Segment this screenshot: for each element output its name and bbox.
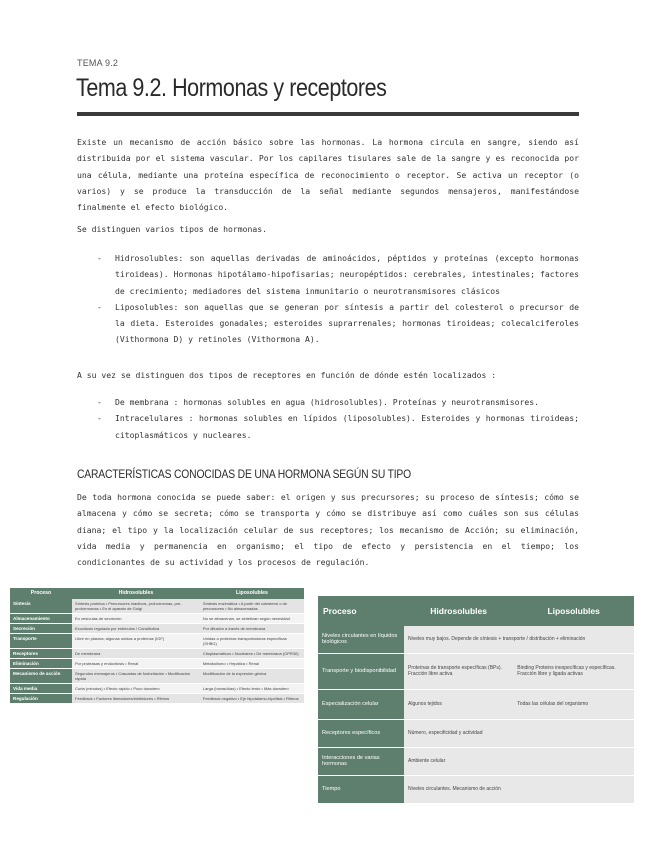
process-table-1 (10, 588, 304, 704)
row-header: Regulación (10, 694, 72, 704)
table-cell: Todas las células del organismo (513, 689, 634, 719)
table-row (318, 653, 634, 689)
row-header: Síntesis (10, 599, 72, 614)
row-header: Receptores (10, 649, 72, 659)
table-cell: De membrana (72, 649, 200, 659)
table-cell: Niveles circulantes. Mecanismo de acción (404, 775, 634, 803)
hormone-types-intro: Se distinguen varios tipos de hormonas. (77, 224, 268, 234)
table-row (318, 747, 634, 775)
table-header: Hidrosolubles (72, 588, 200, 599)
table-header: Proceso (10, 588, 72, 599)
intro-paragraph: Existe un mecanismo de acción básico sobre las hormonas. La hormona circula en sangre, siendo así distribuida por el sistema vascular. Por los capilares tisulares sale de la sangre y es reconocida por una célula, mediante una proteína específica de reconocimiento o receptor. Se activa un receptor (o varios) y se produce la transducción de la señal mediante segundos mensajeros, manifestándose finalmente el efecto biológico. (77, 137, 579, 213)
table-row (10, 694, 304, 704)
row-header: Almacenamiento (10, 614, 72, 624)
table-cell: Corta (minutos) • Efecto rápido • Poco duradero (72, 684, 200, 694)
table-cell: Larga (horas/días) • Efecto lento • Más duradero (200, 684, 304, 694)
table-cell: Número, especificidad y actividad (404, 719, 634, 747)
table-cell: Ambiente celular (404, 747, 634, 775)
table-row (318, 775, 634, 803)
list-item: - Liposolubles: son aquellas que se generan por síntesis a partir del colesterol o precursor de la dieta. Esteroides gonadales; esteroides suprarrenales; hormonas tiroideas; colecalciferoles (Vithormona D) y retinoles (Vithormona A). (77, 299, 579, 348)
hormone-types-list (77, 250, 579, 348)
table-cell: Síntesis proteica • Precursores inactivos, prohormonas, pre-prohormonas • En el aparato de Golgi (72, 599, 200, 614)
table-row (10, 649, 304, 659)
table-cell: Por difusión a través de membrana (200, 624, 304, 634)
table-cell: No se almacenan, se sintetizan según necesidad (200, 614, 304, 624)
table-row (10, 659, 304, 669)
table-row (10, 669, 304, 684)
row-header: Secreción (10, 624, 72, 634)
table-row (318, 689, 634, 719)
title-divider (77, 112, 579, 116)
list-item: - Intracelulares : hormonas solubles en lípidos (liposolubles). Esteroides y hormonas tiroideas; citoplasmáticos y nucleares. (77, 410, 579, 443)
table-row (10, 599, 304, 614)
section-paragraph: De toda hormona conocida se puede saber: el origen y sus precursores; su proceso de síntesis; cómo se almacena y cómo se secreta; cómo se transporta y cómo se distribuye así como cuáles son sus células diana; el tipo y la localización celular de sus receptores; los mecanismo de Acción; su eliminación, vida media y permanencia en organismo; el tipo de efecto y persistencia en el tiempo; los condicionantes de su actividad y los procesos de regulación. (77, 492, 579, 568)
table-cell: Feedback negativo • Eje hipotálamo-hipófisis • Ritmos (200, 694, 304, 704)
table-row (318, 626, 634, 653)
table-row (10, 684, 304, 694)
row-header: Transporte (10, 634, 72, 649)
row-header: Especialización celular (318, 689, 404, 719)
table-cell: Libre en plasma; algunas unidas a proteínas (IGF) (72, 634, 200, 649)
receptor-types-intro: A su vez se distinguen dos tipos de receptores en función de dónde estén localizados : (77, 370, 497, 380)
table-cell: Feedback • Factores liberadores/inhibidores • Ritmos (72, 694, 200, 704)
table-cell: Binding Proteins inespecíficas y específicas. Fracción libre y ligada activas (513, 653, 634, 689)
table-header: Hidrosolubles (404, 596, 513, 626)
table-cell: Síntesis enzimática • A partir del colesterol o de precursores • No almacenadas (200, 599, 304, 614)
table-cell: Niveles muy bajos. Depende de síntesis + transporte / distribución + eliminación (404, 626, 634, 653)
row-header: Mecanismo de acción (10, 669, 72, 684)
row-header: Eliminación (10, 659, 72, 669)
section-label: TEMA 9.2 (77, 58, 119, 68)
table-row (10, 634, 304, 649)
table-cell: En vesículas de secreción (72, 614, 200, 624)
row-header: Vida media (10, 684, 72, 694)
table-header: Proceso (318, 596, 404, 626)
table-cell: Exocitosis regulada por estímulos / Constitutiva (72, 624, 200, 634)
table-cell: Citoplasmáticos • Nucleares • De membrana (GPR30) (200, 649, 304, 659)
table-cell: Metabolismo • Hepática • Renal (200, 659, 304, 669)
table-header: Liposolubles (513, 596, 634, 626)
table-header: Liposolubles (200, 588, 304, 599)
row-header: Transporte y biodisponibilidad (318, 653, 404, 689)
row-header: Interacciones de varias hormonas (318, 747, 404, 775)
list-item: - De membrana : hormonas solubles en agua (hidrosolubles). Proteínas y neurotransmisores. (77, 394, 579, 410)
row-header: Receptores específicos (318, 719, 404, 747)
page-title: Tema 9.2. Hormonas y receptores (76, 74, 387, 102)
row-header: Tiempo (318, 775, 404, 803)
list-item: - Hidrosolubles: son aquellas derivadas de aminoácidos, péptidos y proteínas (excepto hormonas tiroideas). Hormonas hipotálamo-hipofisarias; neuropéptidos: cerebrales, intestinales; factores de crecimiento; mediadores del sistema inmunitario o neurotransmisores clásicos (77, 250, 579, 299)
table-row (10, 614, 304, 624)
table-cell: Algunos tejidos (404, 689, 513, 719)
table-cell: Unidas a proteínas transportadoras específicas (SHBG) (200, 634, 304, 649)
receptor-types-list (77, 394, 579, 443)
row-header: Niveles circulantes en líquidos biológicos (318, 626, 404, 653)
table-cell: Proteínas de transporte específicas (BPs). Fracción libre activa (404, 653, 513, 689)
table-row (318, 719, 634, 747)
table-row (10, 624, 304, 634)
table-cell: Modificación de la expresión génica (200, 669, 304, 684)
section-heading: CARACTERÍSTICAS CONOCIDAS DE UNA HORMONA SEGÚN SU TIPO (77, 467, 412, 481)
table-cell: Por proteasas y endocitosis • Renal (72, 659, 200, 669)
process-table-2 (318, 596, 634, 804)
table-cell: Segundos mensajeros • Cascadas de fosforilación • Modificación rápida (72, 669, 200, 684)
